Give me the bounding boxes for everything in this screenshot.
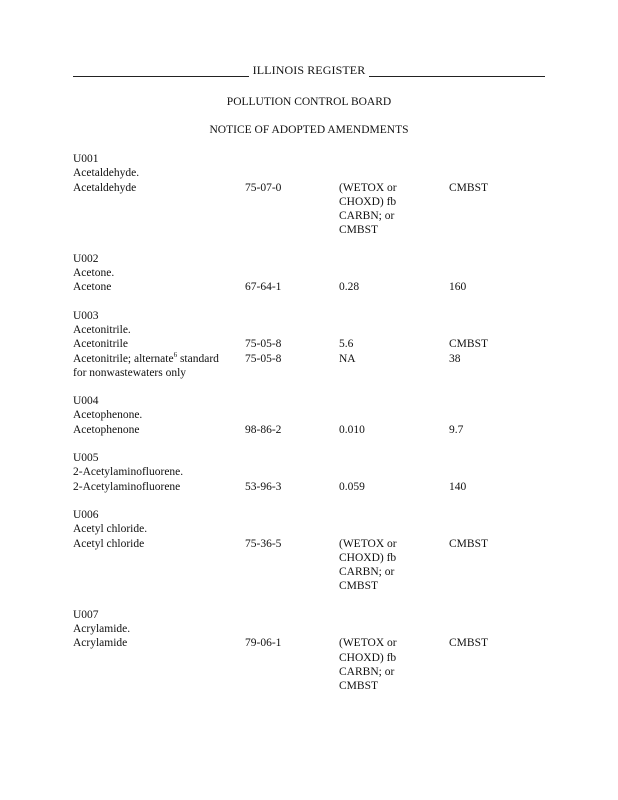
waste-entry-u001 (73, 152, 545, 238)
ww-line: CARBN; or (339, 566, 395, 579)
waste-code: U006 (73, 508, 99, 521)
constituent-row (73, 280, 545, 294)
wastewater-standard (339, 636, 449, 693)
waste-name: Acrylamide. (73, 623, 131, 636)
ww-line: CHOXD) fb (339, 551, 397, 564)
waste-code: U004 (73, 395, 99, 408)
waste-name: 2-Acetylaminofluorene. (73, 466, 184, 479)
ww-line: (WETOX or (339, 637, 397, 650)
nonwastewater-standard: 9.7 (449, 423, 464, 436)
cas-number: 75-36-5 (245, 537, 282, 550)
waste-entry-u005 (73, 451, 545, 494)
ww-line: CMBST (339, 580, 378, 593)
constituent-row (73, 352, 545, 381)
cas-number: 53-96-3 (245, 480, 282, 493)
notice-title: NOTICE OF ADOPTED AMENDMENTS (209, 124, 409, 136)
cas-number: 67-64-1 (245, 281, 282, 294)
cas-number: 98-86-2 (245, 423, 282, 436)
cas-number: 75-07-0 (245, 181, 282, 194)
waste-name: Acetophenone. (73, 409, 143, 422)
constituent-name: Acetone (73, 281, 112, 294)
cas-number: 79-06-1 (245, 637, 282, 650)
ww-line: CMBST (339, 224, 378, 237)
constituent-row (73, 423, 545, 437)
footnote-marker: 6 (173, 350, 178, 359)
waste-code: U005 (73, 452, 99, 465)
constituent-name: 2-Acetylaminofluorene (73, 480, 181, 493)
ww-line: CARBN; or (339, 210, 395, 223)
cas-number: 75-05-8 (245, 352, 282, 365)
waste-code-list (73, 152, 545, 708)
ww-line: CHOXD) fb (339, 195, 397, 208)
waste-entry-u004 (73, 394, 545, 437)
wastewater-standard: 0.010 (339, 423, 365, 436)
constituent-row (73, 636, 545, 693)
constituent-name: Acrylamide (73, 637, 128, 650)
waste-name: Acetone. (73, 267, 115, 280)
waste-code: U002 (73, 252, 99, 265)
wastewater-standard: 0.059 (339, 480, 365, 493)
constituent-row (73, 181, 545, 238)
waste-entry-u003 (73, 309, 545, 380)
register-title (0, 63, 618, 78)
constituent-name-text: Acetonitrile; alternate (73, 352, 174, 365)
waste-entry-u007 (73, 608, 545, 694)
constituent-name: Acetophenone (73, 423, 140, 436)
waste-code: U003 (73, 309, 99, 322)
wastewater-standard: 0.28 (339, 281, 360, 294)
waste-entry-u002 (73, 252, 545, 295)
wastewater-standard (339, 537, 449, 594)
constituent-name: Acetyl chloride (73, 537, 145, 550)
constituent-name-tail: standard (177, 352, 219, 365)
nonwastewater-standard: CMBST (449, 537, 488, 550)
ww-line: CMBST (339, 680, 378, 693)
nonwastewater-standard: CMBST (449, 338, 488, 351)
waste-name: Acetaldehyde. (73, 167, 140, 180)
waste-code: U007 (73, 608, 99, 621)
wastewater-standard (339, 181, 449, 238)
board-title: POLLUTION CONTROL BOARD (226, 96, 392, 108)
nonwastewater-standard: CMBST (449, 637, 488, 650)
ww-line: (WETOX or (339, 181, 397, 194)
nonwastewater-standard: 140 (449, 480, 467, 493)
register-title-text: ILLINOIS REGISTER (249, 63, 370, 77)
wastewater-standard: NA (339, 352, 356, 365)
cas-number: 75-05-8 (245, 338, 282, 351)
waste-name: Acetyl chloride. (73, 523, 148, 536)
constituent-row (73, 537, 545, 594)
wastewater-standard: 5.6 (339, 338, 354, 351)
constituent-name (73, 352, 245, 381)
ww-line: CHOXD) fb (339, 651, 397, 664)
constituent-name: Acetonitrile (73, 338, 128, 351)
waste-code: U001 (73, 153, 99, 165)
constituent-row (73, 480, 545, 494)
waste-name: Acetonitrile. (73, 323, 131, 336)
nonwastewater-standard: CMBST (449, 181, 488, 194)
nonwastewater-standard: 160 (449, 281, 467, 294)
ww-line: (WETOX or (339, 537, 397, 550)
constituent-row (73, 337, 545, 351)
constituent-name-line2: for nonwastewaters only (73, 366, 187, 379)
waste-entry-u006 (73, 508, 545, 594)
nonwastewater-standard: 38 (449, 352, 461, 365)
constituent-name: Acetaldehyde (73, 181, 137, 194)
ww-line: CARBN; or (339, 665, 395, 678)
